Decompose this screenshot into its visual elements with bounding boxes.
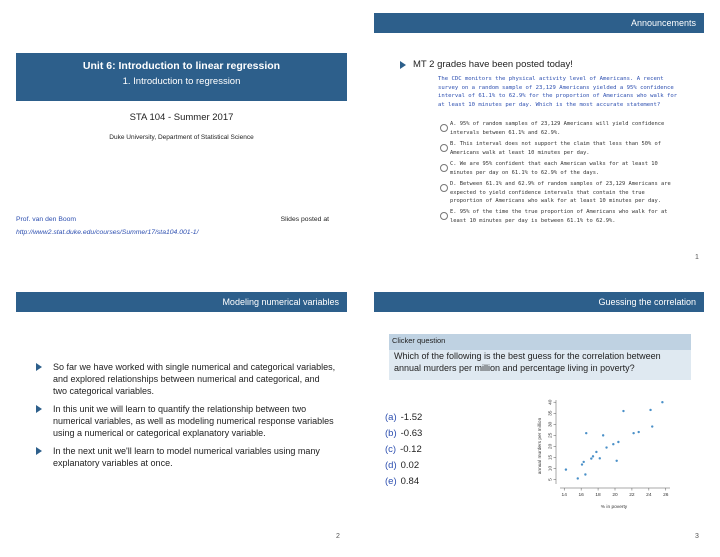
scatter-plot [530,396,680,514]
bullet-arrow-icon [36,405,42,413]
x-tick-label: 18 [595,493,601,498]
x-tick-label: 20 [612,493,618,498]
bullet-arrow-icon [36,363,42,371]
announcements-banner [374,13,704,33]
data-point [661,401,663,403]
choice-a[interactable]: (a) -1.52 [385,412,423,423]
data-point [565,468,567,470]
slide-1 [16,13,347,263]
modeling-banner [16,292,347,312]
slide-title: Unit 6: Introduction to linear regression [82,60,281,72]
choice-c[interactable]: (c) -0.12 [385,444,422,455]
choice-e[interactable]: (e) 0.84 [385,476,420,487]
y-tick-label: 30 [548,421,554,427]
bullet-arrow-icon [400,61,406,69]
page-number: 1 [695,254,699,261]
x-axis-label: % in poverty [600,505,628,510]
data-point [622,410,624,412]
x-tick-label: 22 [629,493,635,498]
correlation-banner [374,292,704,312]
y-tick-label: 40 [548,399,554,405]
choice-b[interactable]: (b) -0.63 [385,428,423,439]
y-tick-label: 20 [548,443,554,450]
data-point [585,432,587,434]
data-point [612,443,614,445]
cdc-question: The CDC monitors the physical activity level of Americans. A recent survey on a random sample of 23,129 Americans yielded a 95% confidence interval of 61.1% to 62.9% for the proportion of Americans who walk for at least 10 minutes per day. Which is the most accurate statement? [438,76,678,108]
option-b[interactable]: B. This interval does not support the claim that less than 50% of Americans walk at least 10 minutes per day. [440,140,680,157]
radio-icon[interactable] [440,184,448,192]
list-item: So far we have worked with single numerical and categorical variables, and explored relationships between numerical and categorical, and two categorical variables. [36,361,336,397]
page-number: 3 [695,533,699,540]
data-point [577,477,579,479]
radio-icon[interactable] [440,124,448,132]
bullet-arrow-icon [36,447,42,455]
course-url-link[interactable]: http://www2.stat.duke.edu/courses/Summer17/sta104.001-1/ [16,229,199,236]
announcement-bullet [400,59,573,70]
data-point [649,409,651,411]
data-point [584,473,586,475]
data-point [637,431,639,433]
data-point [595,451,597,453]
list-item: In this unit we will learn to quantify the relationship between two numerical variables, as well as modeling numerical response variables using a numerical or categorical explanatory variable. [36,403,336,439]
slides-posted-label: Slides posted at [280,216,329,223]
professor-link[interactable]: Prof. van den Boom [16,216,77,223]
data-point [592,455,594,457]
clicker-box-title: Clicker question [389,334,691,350]
banner-title: Guessing the correlation [598,297,696,307]
x-tick-label: 14 [561,493,567,498]
y-tick-label: 35 [548,410,554,416]
data-point [590,457,592,459]
clicker-box-text: Which of the following is the best guess for the correlation between annual murders per million and percentage living in poverty? [394,351,661,373]
announcement-text: MT 2 grades have been posted today! [413,59,573,70]
course-name: STA 104 - Summer 2017 [129,112,234,123]
banner-title: Modeling numerical variables [222,297,339,307]
option-d[interactable]: D. Between 61.1% and 62.9% of random samples of 23,129 Americans are expected to yield confidence intervals that contain the true proportion of Americans who walk for at least 10 minutes per day. [440,180,680,206]
clicker-box [389,334,691,380]
page-number: 2 [336,533,340,540]
data-point [605,446,607,448]
option-c[interactable]: C. We are 95% confident that each American walks for at least 10 minutes per day on 61.1% to 62.9% of the days. [440,160,680,177]
choice-d[interactable]: (d) 0.02 [385,460,420,471]
y-tick-label: 15 [548,454,554,461]
x-tick-label: 24 [646,493,652,498]
data-point [615,460,617,462]
y-tick-label: 25 [548,432,554,439]
y-axis-label: annual murders per million [538,417,543,475]
data-point [651,425,653,427]
y-tick-label: 10 [548,465,554,472]
banner-title: Announcements [630,18,696,28]
data-point [581,463,583,465]
data-point [599,457,601,459]
data-point [617,441,619,443]
department: Duke University, Department of Statistical Science [109,134,254,141]
x-tick-label: 26 [663,493,669,498]
y-tick-label: 5 [548,478,554,481]
list-item: In the next unit we'll learn to model numerical variables using many explanatory variables at once. [36,445,336,469]
option-a[interactable]: A. 95% of random samples of 23,129 Americans will yield confidence intervals between 61.1% and 62.9%. [440,120,680,137]
radio-icon[interactable] [440,164,448,172]
radio-icon[interactable] [440,144,448,152]
option-e[interactable]: E. 95% of the time the true proportion of Americans who walk for at least 10 minutes per day is between 61.1% to 62.9%. [440,208,680,225]
data-point [602,434,604,436]
radio-icon[interactable] [440,212,448,220]
slide-subtitle: 1. Introduction to regression [122,76,241,87]
data-point [582,461,584,463]
data-point [632,432,634,434]
x-tick-label: 16 [578,493,584,498]
title-block [16,53,347,101]
